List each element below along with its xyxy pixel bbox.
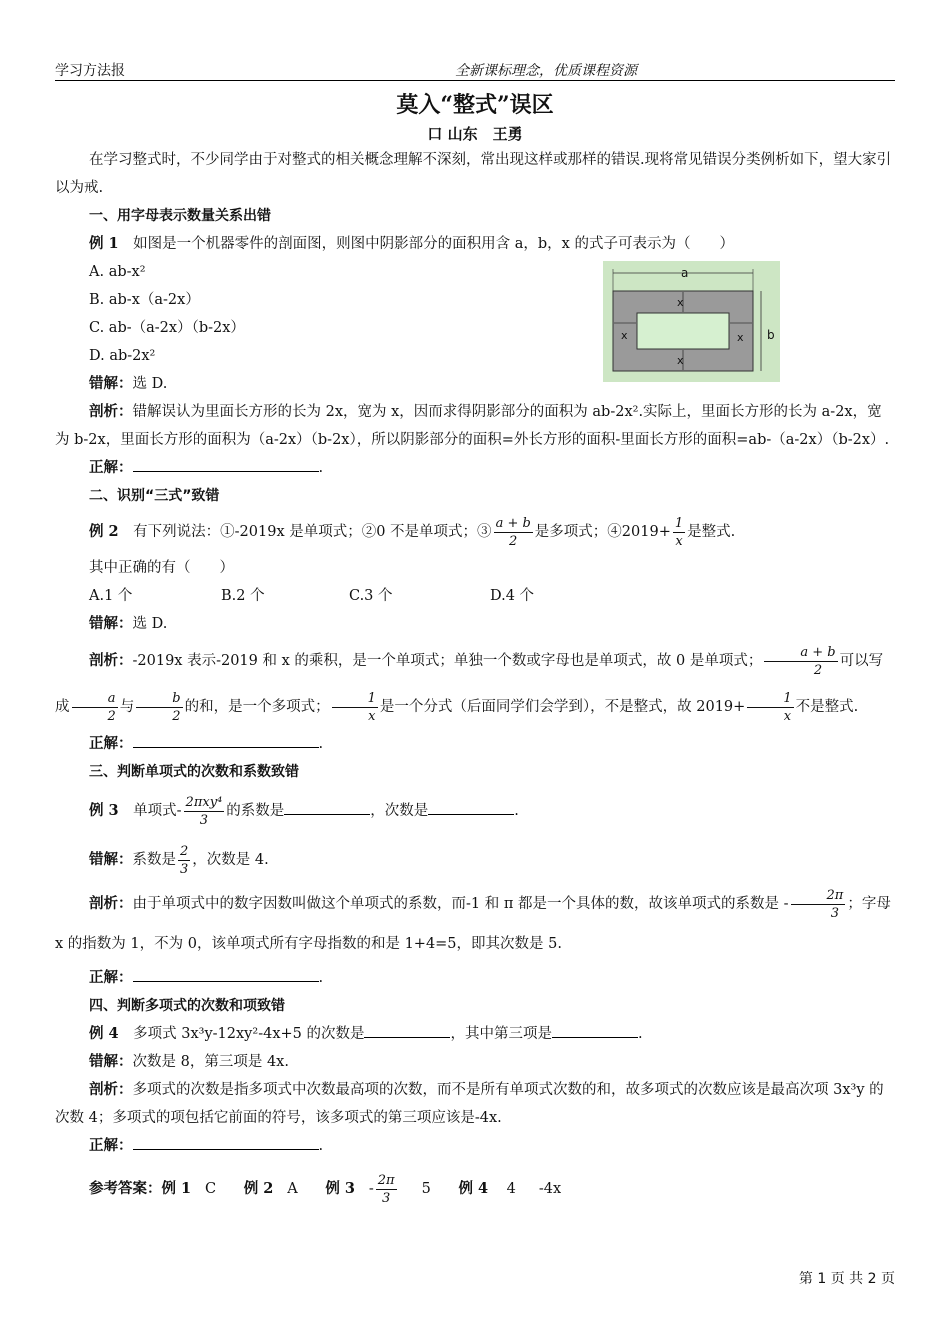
analysis-text: 错解误认为里面长方形的长为 2x，宽为 x，因而求得阴影部分的面积为 ab-2x².实际上，里面长方形的长为 a-2x，宽为 b-2x，里面长方形的面积为（a-2x）（b-2x），所以阴影部分的面积=外长方形的面积-里面长方形的面积=ab-（a-2x）（b-2x）. bbox=[55, 404, 890, 448]
analysis-text: 可以写 bbox=[839, 653, 884, 669]
denominator: x bbox=[783, 708, 792, 724]
answer-value: C bbox=[204, 1181, 217, 1197]
example-2-text: 是整式. bbox=[687, 524, 736, 540]
analysis-text: ；字母 x 的指数为 1，不为 0，该单项式所有字母指数的和是 1+4=5，即其次数是 5. bbox=[55, 896, 891, 952]
fraction bbox=[332, 690, 378, 725]
inner-rectangle bbox=[637, 313, 729, 349]
answers-label: 参考答案： bbox=[89, 1180, 162, 1197]
numerator: 1 bbox=[332, 690, 378, 708]
wrong-label: 错解： bbox=[89, 375, 133, 392]
denominator: 3 bbox=[180, 861, 189, 877]
analysis-label: 剖析： bbox=[89, 1081, 133, 1098]
example-3-label: 例 3 bbox=[89, 802, 119, 819]
wrong-text: ，次数是 4. bbox=[192, 852, 269, 868]
wrong-label: 错解： bbox=[89, 851, 133, 868]
answer-value: -4x bbox=[538, 1181, 562, 1197]
numerator: 1 bbox=[747, 690, 793, 708]
option-a: A. ab-x² bbox=[89, 264, 146, 280]
correct-solution-3: 正解： . bbox=[55, 964, 895, 992]
wrong-solution-4 bbox=[55, 1048, 895, 1076]
intro-paragraph: 在学习整式时，不少同学由于对整式的相关概念理解不深刻，常出现这样或那样的错误.现将常见错误分类例析如下，望大家引以为戒. bbox=[55, 152, 892, 196]
header-center: 全新课标理念，优质课程资源 bbox=[455, 63, 637, 79]
fraction bbox=[178, 843, 190, 878]
article-author: 口 山东 王勇 bbox=[427, 125, 523, 143]
wrong-label: 错解： bbox=[89, 1053, 133, 1070]
machine-part-figure bbox=[603, 261, 780, 382]
numerator: 1 bbox=[674, 515, 684, 531]
option-c: C.3 个 bbox=[349, 588, 393, 604]
numerator: a + b bbox=[495, 515, 531, 531]
answer-blank bbox=[552, 1021, 638, 1038]
answer-value: - bbox=[368, 1181, 374, 1197]
answer-value: 5 bbox=[421, 1181, 431, 1197]
analysis-text: 的和，是一个多项式； bbox=[184, 699, 330, 715]
fraction bbox=[747, 690, 793, 725]
wrong-text: 选 D. bbox=[132, 616, 168, 632]
section-3-heading: 三、判断单项式的次数和系数致错 bbox=[89, 764, 299, 780]
analysis-label: 剖析： bbox=[89, 895, 133, 912]
answer-example-label: 例 2 bbox=[243, 1180, 274, 1197]
denominator: 3 bbox=[830, 905, 840, 921]
answer-example-label: 例 3 bbox=[325, 1180, 355, 1197]
example-2-label: 例 2 bbox=[89, 523, 119, 540]
correct-solution-4: 正解： . bbox=[55, 1132, 895, 1160]
example-2-question: 其中正确的有（ ） bbox=[89, 560, 234, 576]
analysis-4 bbox=[55, 1076, 895, 1132]
denominator: x bbox=[368, 708, 376, 724]
denominator: 2 bbox=[107, 708, 116, 724]
option-c: C. ab-（a-2x）（b-2x） bbox=[89, 320, 245, 336]
example-4-text: ，其中第三项是 bbox=[450, 1026, 552, 1042]
example-3-text: 单项式- bbox=[133, 803, 182, 819]
answer-value: A bbox=[287, 1181, 298, 1197]
header-left: 学习方法报 bbox=[55, 63, 125, 79]
analysis-text: 与 bbox=[119, 699, 135, 715]
answer-blank bbox=[133, 731, 319, 748]
example-1 bbox=[55, 230, 895, 258]
answer-blank bbox=[133, 965, 319, 982]
analysis-text: 是一个分式（后面同学们会学到），不是整式，故 2019+ bbox=[379, 699, 746, 715]
example-4: 例 4 多项式 3x³y-12xy²-4x+5 的次数是 ，其中第三项是 . bbox=[55, 1020, 895, 1048]
label-x-top: x bbox=[677, 296, 684, 309]
wrong-label: 错解： bbox=[89, 615, 133, 632]
page-header bbox=[55, 58, 895, 81]
section-1-heading: 一、用字母表示数量关系出错 bbox=[89, 208, 271, 224]
fraction bbox=[376, 1172, 397, 1207]
numerator: 2π bbox=[377, 1172, 395, 1188]
fraction bbox=[184, 794, 225, 829]
analysis-3 bbox=[55, 884, 895, 964]
analysis-text: 由于单项式中的数字因数叫做这个单项式的系数，而-1 和 π 都是一个具体的数，故该单项式的系数是 bbox=[132, 896, 779, 912]
correct-label: 正解： bbox=[89, 1137, 133, 1154]
label-a: a bbox=[681, 266, 689, 280]
correct-label: 正解： bbox=[89, 969, 133, 986]
answer-example-label: 例 1 bbox=[161, 1180, 192, 1197]
page-footer: 第 1 页 共 2 页 bbox=[798, 1271, 895, 1287]
example-3-text: 的系数是 bbox=[226, 803, 285, 819]
analysis-text: 多项式的次数是指多项式中次数最高项的次数，而不是所有单项式次数的和，故多项式的次数应该是最高次项 3x³y 的次数 4；多项式的项包括它前面的符号，该多项式的第三项应该是-4x. bbox=[55, 1082, 884, 1126]
option-d: D.4 个 bbox=[490, 588, 535, 604]
correct-label: 正解： bbox=[89, 459, 133, 476]
numerator: 2π bbox=[791, 887, 846, 905]
denominator: x bbox=[675, 533, 683, 549]
answer-example-label: 例 4 bbox=[458, 1180, 489, 1197]
fraction bbox=[494, 515, 533, 550]
example-3: 例 3 单项式- $\frac{\text{2πxy⁴}}{3}$ 的系数是 ，次数是 . bbox=[89, 794, 519, 828]
wrong-text: 选 D. bbox=[132, 376, 168, 392]
section-4-heading: 四、判断多项式的次数和项致错 bbox=[89, 998, 285, 1014]
label-x-right: x bbox=[737, 331, 744, 344]
answer-blank bbox=[428, 798, 514, 815]
reference-answers bbox=[55, 1164, 895, 1214]
numerator: 2πxy⁴ bbox=[185, 794, 223, 810]
numerator: a + b bbox=[764, 644, 837, 662]
wrong-solution-3 bbox=[55, 836, 895, 884]
analysis-label: 剖析： bbox=[89, 403, 133, 420]
label-x-left: x bbox=[621, 329, 628, 342]
answer-blank bbox=[364, 1021, 450, 1038]
wrong-text: 系数是 bbox=[132, 852, 176, 868]
answer-value: 4 bbox=[506, 1181, 516, 1197]
article-title: 莫入“整式”误区 bbox=[396, 92, 554, 118]
denominator: 2 bbox=[172, 708, 181, 724]
numerator: b bbox=[136, 690, 182, 708]
correct-label: 正解： bbox=[89, 735, 133, 752]
example-4-text: 多项式 3x³y-12xy²-4x+5 的次数是 bbox=[133, 1026, 365, 1042]
fraction bbox=[136, 690, 182, 725]
fraction bbox=[673, 515, 685, 550]
analysis-text: 不是整式. bbox=[795, 699, 859, 715]
numerator: a bbox=[72, 690, 118, 708]
fraction bbox=[791, 887, 846, 922]
wrong-solution-2 bbox=[55, 610, 895, 638]
wrong-text: 次数是 8，第三项是 4x. bbox=[132, 1054, 289, 1070]
article bbox=[55, 86, 895, 1214]
answer-blank bbox=[133, 455, 319, 472]
example-3-text: ，次数是 bbox=[370, 803, 429, 819]
example-2-text: 有下列说法：①-2019x 是单项式；②0 不是单项式；③ bbox=[133, 524, 492, 540]
answer-blank bbox=[284, 798, 370, 815]
example-1-text: 如图是一个机器零件的剖面图，则图中阴影部分的面积用含 a，b，x 的式子可表示为（ ） bbox=[133, 236, 734, 252]
option-b: B.2 个 bbox=[221, 588, 265, 604]
denominator: 2 bbox=[813, 662, 823, 678]
numerator: 2 bbox=[180, 843, 189, 859]
analysis-label: 剖析： bbox=[89, 652, 133, 669]
correct-solution-2: 正解： . bbox=[55, 730, 895, 758]
option-a: A.1 个 bbox=[89, 588, 133, 604]
example-1-label: 例 1 bbox=[89, 235, 119, 252]
analysis-2 bbox=[55, 638, 895, 730]
example-2-text: 是多项式；④2019+ bbox=[534, 524, 671, 540]
section-2-heading: 二、识别“三式”致错 bbox=[89, 488, 220, 504]
example-2-options bbox=[55, 582, 895, 610]
analysis-text: - bbox=[783, 896, 789, 912]
label-b: b bbox=[767, 328, 775, 342]
analysis-text: -2019x 表示-2019 和 x 的乘积，是一个单项式；单独一个数或字母也是单项式，故 0 是单项式； bbox=[132, 653, 763, 669]
example-4-label: 例 4 bbox=[89, 1025, 119, 1042]
analysis-1 bbox=[55, 398, 895, 454]
correct-solution-1: 正解： . bbox=[55, 454, 895, 482]
example-2 bbox=[55, 510, 895, 554]
analysis-text: 成 bbox=[55, 699, 70, 715]
label-x-bottom: x bbox=[677, 354, 684, 367]
answer-blank bbox=[133, 1133, 319, 1150]
option-b: B. ab-x（a-2x） bbox=[89, 292, 200, 308]
fraction bbox=[764, 644, 837, 679]
denominator: 3 bbox=[199, 812, 209, 828]
fraction bbox=[72, 690, 118, 725]
option-d: D. ab-2x² bbox=[89, 348, 156, 364]
denominator: 2 bbox=[509, 533, 518, 549]
denominator: 3 bbox=[381, 1190, 391, 1206]
